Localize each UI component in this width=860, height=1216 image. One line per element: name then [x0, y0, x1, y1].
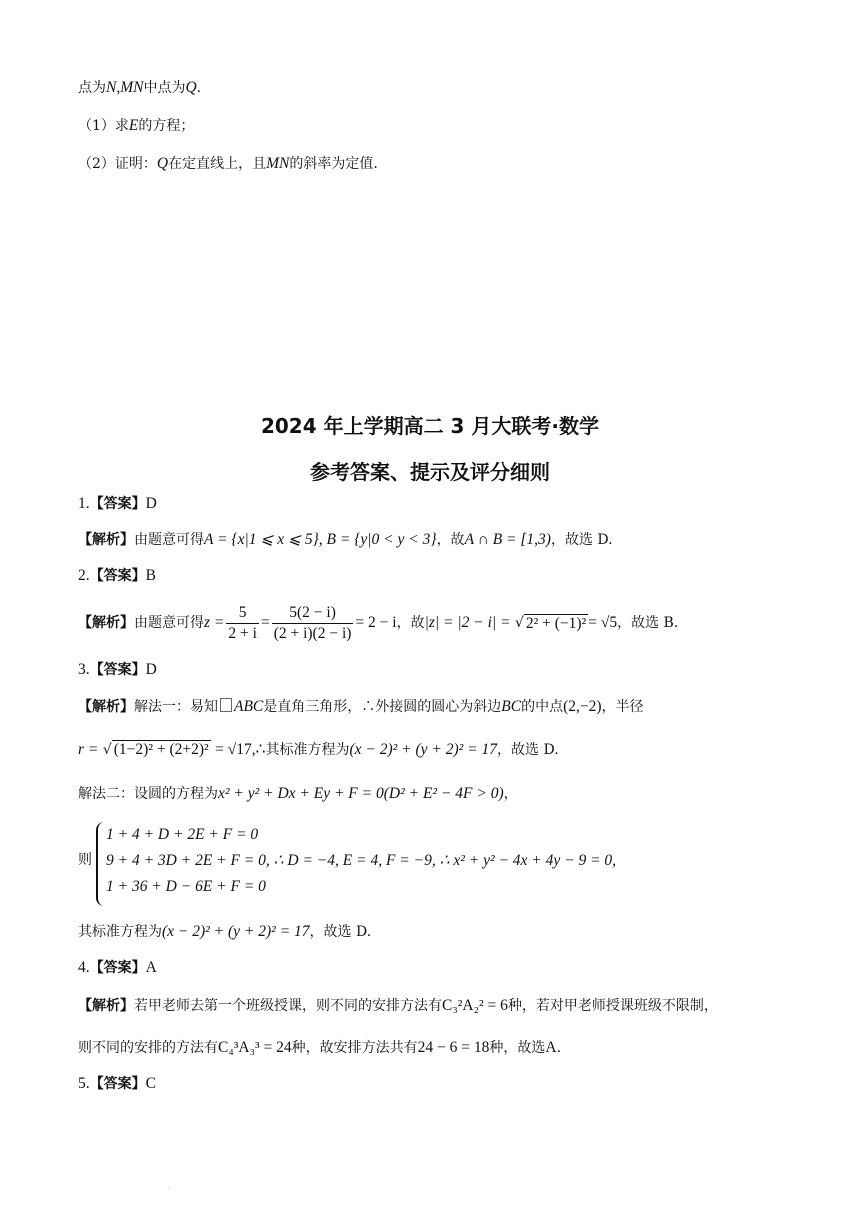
math: C₄³A₃³ = 24	[218, 1039, 292, 1056]
answer-3	[78, 660, 157, 680]
equation-system	[96, 822, 616, 906]
text: 的方程；	[138, 118, 195, 134]
text: 种，故安排方法共有	[291, 1040, 418, 1056]
analysis-3-radius: r = √ (1−2)² + (2+2)² = √17,∴其标准方程为(x − 2)² + (y + 2)² = 17，故选 D.	[78, 741, 559, 758]
answer-value: D	[145, 661, 157, 678]
math-mn: MN	[120, 79, 144, 96]
answer-value: D	[145, 495, 157, 512]
text: ，	[503, 786, 518, 802]
text: .	[196, 80, 202, 96]
text: 点为	[78, 80, 106, 96]
math: BC	[501, 698, 522, 715]
answer-tag: 【答案】	[89, 662, 146, 678]
text: 解法二：设圆的方程为	[78, 786, 218, 802]
text: 是直角三角形，∴外接圆的圆心为斜边	[263, 699, 502, 715]
sqrt: (1−2)² + (2+2)²	[113, 741, 209, 758]
then-label: 则	[78, 852, 92, 868]
math-q: Q	[185, 79, 197, 96]
text: （1）求	[78, 118, 129, 134]
question-line-0	[78, 78, 201, 98]
equation-row: 9 + 4 + 3D + 2E + F = 0, ∴ D = −4, E = 4, F = −9, ∴ x² + y² − 4x + 4y − 9 = 0,	[106, 852, 617, 869]
analysis-tag: 【解析】	[78, 699, 134, 715]
answer-number: 5.	[78, 1075, 90, 1092]
numerator: 5	[238, 603, 247, 621]
equation-row: 1 + 4 + D + 2E + F = 0	[106, 826, 259, 843]
math-q: Q	[156, 155, 169, 172]
analysis-tag: 【解析】	[78, 615, 134, 631]
analysis-tag: 【解析】	[78, 532, 134, 548]
text: ，故选 D.	[497, 742, 559, 758]
math-mn: MN	[266, 155, 290, 172]
math: A = {x|1 ⩽ x ⩽ 5}, B = {y|0 < y < 3}	[204, 531, 437, 548]
answer-number: 2.	[78, 567, 90, 584]
page-title: 2024 年上学期高二 3 月大联考·数学	[260, 414, 600, 438]
math: z =	[204, 614, 225, 631]
answer-2	[78, 566, 156, 586]
text: （2）证明：	[78, 156, 157, 172]
text: 在定直线上，且	[168, 156, 267, 172]
math-e: E	[128, 117, 139, 134]
math: A ∩ B = [1,3)	[464, 531, 551, 548]
triangle-symbol	[220, 698, 232, 712]
answer-tag: 【答案】	[89, 496, 146, 512]
answer-value: B	[145, 567, 156, 584]
answer-value: A	[145, 959, 157, 976]
text: 由题意可得	[134, 615, 204, 631]
math: = 2 − i	[355, 614, 397, 631]
text: 的中点	[521, 699, 564, 715]
math: =	[260, 614, 270, 631]
math: (x − 2)² + (y + 2)² = 17	[349, 741, 498, 758]
analysis-tag: 【解析】	[78, 998, 134, 1014]
math: A	[545, 1039, 557, 1056]
math: = √5	[588, 614, 618, 631]
text: 中点为	[143, 80, 186, 96]
text: 其标准方程为	[265, 742, 350, 758]
math: r =	[78, 741, 99, 758]
math: ABC	[234, 698, 264, 715]
analysis-3	[78, 697, 644, 717]
footer-mark: ·	[168, 1184, 171, 1193]
answer-value: C	[145, 1075, 156, 1092]
answer-tag: 【答案】	[89, 960, 146, 976]
text: 由题意可得	[134, 532, 204, 548]
analysis-1	[78, 530, 613, 550]
math-comma: ,	[116, 79, 121, 96]
text: ，故选 D.	[550, 532, 613, 548]
denominator: 2 + i	[228, 624, 257, 642]
text: .	[556, 1040, 562, 1056]
answer-number: 4.	[78, 959, 90, 976]
text: ，故选 D.	[309, 924, 372, 940]
math: x² + y² + Dx + Ey + F = 0(D² + E² − 4F > 0)	[218, 785, 504, 802]
answer-tag: 【答案】	[89, 568, 146, 584]
math: |z| = |2 − i| =	[424, 614, 511, 631]
analysis-4-line2	[78, 1038, 561, 1058]
answer-1	[78, 494, 157, 514]
answer-tag: 【答案】	[89, 1076, 146, 1092]
text: 若甲老师去第一个班级授课，则不同的安排方法有	[134, 998, 442, 1014]
sqrt: 2² + (−1)²	[525, 614, 587, 632]
math: 24 − 6 = 18	[417, 1039, 490, 1056]
text: 其标准方程为	[78, 924, 162, 940]
denominator: (2 + i)(2 − i)	[273, 624, 352, 642]
answer-number: 1.	[78, 495, 90, 512]
text: ，故选 B.	[617, 615, 679, 631]
math: (2,−2)	[563, 698, 602, 715]
page-subtitle: 参考答案、提示及评分细则	[310, 460, 550, 484]
analysis-3-final	[78, 922, 371, 942]
text: ，半径	[601, 699, 644, 715]
analysis-3-method2	[78, 784, 518, 804]
analysis-2: 【解析】 由题意可得 z = $\frac{5}{2 + i}$ = $\frac{5(2 - i)}{(2 + i)(2 - i)}$ = 2 − i ，故 |z| = |2 − i| = √ 2² + (−1)² = √5 ，故选 B.	[78, 603, 679, 642]
analysis-4-line1	[78, 996, 718, 1016]
text: 则不同的安排的方法有	[78, 1040, 218, 1056]
fraction	[226, 603, 259, 644]
math: = √17,∴	[215, 741, 266, 758]
math-n: N	[106, 79, 117, 96]
math: C₃²A₂² = 6	[442, 997, 508, 1014]
question-part-2	[78, 154, 378, 174]
text: ，故	[436, 532, 465, 548]
answer-4	[78, 958, 157, 978]
text: 种，故选	[489, 1040, 546, 1056]
question-part-1	[78, 116, 194, 136]
text: 的斜率为定值.	[289, 156, 378, 172]
answer-number: 3.	[78, 661, 90, 678]
math: (x − 2)² + (y + 2)² = 17	[162, 923, 310, 940]
text: 种，若对甲老师授课班级不限制，	[507, 998, 718, 1014]
text: ，故	[396, 615, 425, 631]
numerator: 5(2 − i)	[289, 603, 336, 621]
equation-row: 1 + 36 + D − 6E + F = 0	[106, 878, 266, 895]
answer-5	[78, 1074, 156, 1094]
text: 解法一：易知	[134, 699, 218, 715]
fraction	[272, 603, 354, 644]
